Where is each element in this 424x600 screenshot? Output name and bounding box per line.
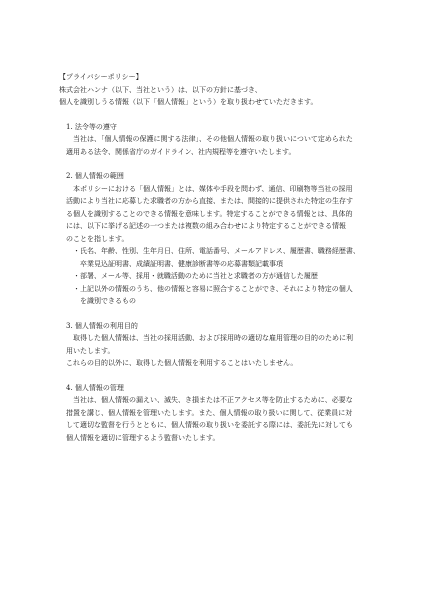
section-paragraph-line: のことを指します。 — [66, 234, 129, 243]
section-paragraph-line: 取得した個人情報は、当社の採用活動、および採用時の適切な雇用管理の目的のために利 — [73, 334, 353, 342]
section-paragraph-line: 活動により当社に応募した求職者の方から直接、または、間接的に提供された特定の生存す — [66, 197, 353, 205]
section-heading: 1. 法令等の遵守 — [66, 122, 117, 131]
bullet-item: ・氏名、年齢、性別、生年月日、住所、電話番号、メールアドレス、履歴書、職務経歴書、 — [73, 247, 360, 255]
document-body — [59, 71, 371, 444]
section-heading: 4. 個人情報の管理 — [66, 383, 124, 392]
section-paragraph-line: 適用ある法令、関係省庁のガイドライン、社内規程等を遵守いたします。 — [66, 147, 296, 156]
bullet-item-continuation: 卒業見込証明書、成績証明書、健康診断書等の応募書類記載事項 — [80, 259, 283, 268]
document-title: 【プライバシーポリシー】 — [59, 73, 143, 81]
intro-line: 個人を識別しうる情報（以下「個人情報」という）を取り扱わせていただきます。 — [59, 98, 318, 106]
section-paragraph-line: 当社は、個人情報の漏えい、滅失、き損または不正アクセス等を防止するために、必要な — [73, 396, 353, 404]
section-heading: 2. 個人情報の範囲 — [66, 172, 124, 180]
section-paragraph-line: 本ポリシーにおける「個人情報」とは、媒体や手段を問わず、通信、印刷物等当社の採用 — [73, 184, 353, 193]
section-paragraph-line: 用いたします。 — [66, 346, 115, 355]
bullet-item: ・部署、メール等、採用・就職活動のために当社と求職者の方が通信した履歴 — [73, 272, 318, 280]
section-paragraph-line: 措置を講じ、個人情報を管理いたします。また、個人情報の取り扱いに関して、従業員に対 — [66, 408, 353, 417]
section-paragraph-line: る個人を識別することのできる情報を意味します。特定することができる情報とは、具体的 — [66, 209, 353, 218]
section-paragraph-line: 個人情報を適切に管理するよう監督いたします。 — [66, 433, 220, 442]
intro-line: 株式会社ハンナ（以下、当社という）は、以下の方針に基づき、 — [59, 85, 262, 94]
bullet-item-continuation: を識別できるもの — [80, 297, 136, 305]
section-paragraph-line: には、以下に挙げる記述の一つまたは複数の組み合わせにより特定することができる情報 — [66, 222, 346, 230]
section-paragraph-line: して適切な監督を行うとともに、個人情報の取り扱いを委託する際には、委託先に対しても — [66, 421, 353, 429]
section-paragraph-line: これらの目的以外に、取得した個人情報を利用することはいたしません。 — [66, 359, 298, 367]
section-paragraph-line: 当社は、「個人情報の保護に関する法律」、その他個人情報の取り扱いについて定められた — [73, 135, 353, 143]
bullet-item: ・上記以外の情報のうち、他の情報と容易に照合することができ、それにより特定の個人 — [73, 284, 353, 293]
section-heading: 3. 個人情報の利用目的 — [66, 321, 138, 330]
